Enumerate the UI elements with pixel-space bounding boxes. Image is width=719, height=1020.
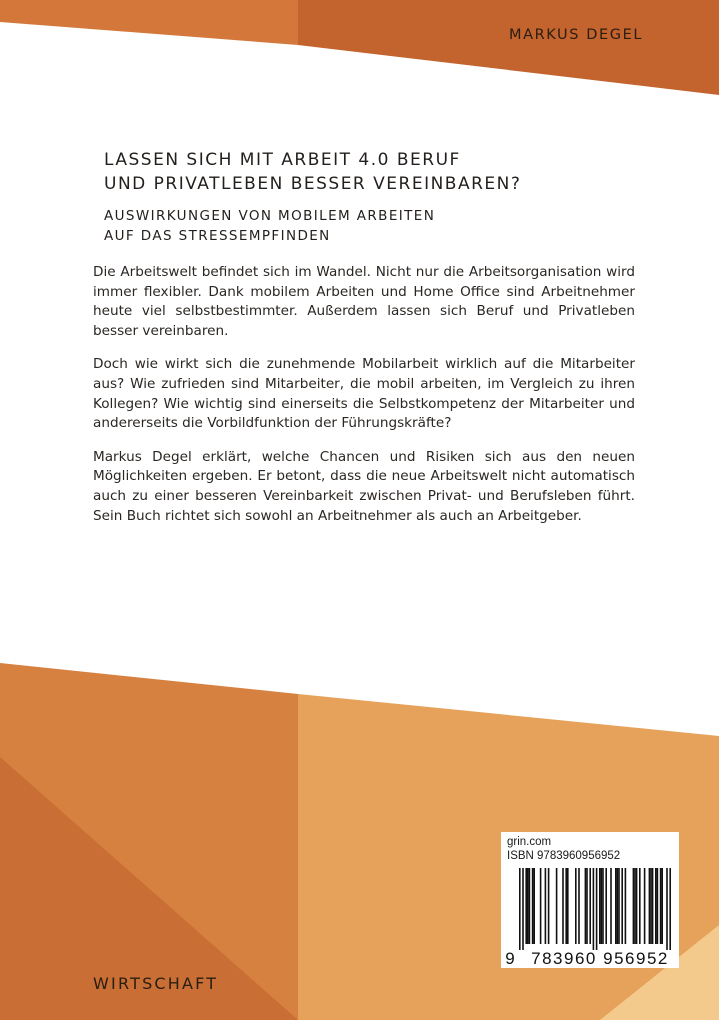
barcode-bar [578, 868, 580, 944]
barcode-bar [666, 868, 668, 950]
barcode-bar [610, 868, 612, 944]
barcode-digits-left: 783960 [531, 949, 597, 968]
barcode-bar [655, 868, 657, 944]
barcode-bar [634, 868, 636, 944]
barcode-bar [529, 868, 531, 944]
barcode-digit-first: 9 [505, 949, 515, 968]
barcode-bar [657, 868, 659, 944]
barcode-bar [545, 868, 547, 944]
barcode-bar [567, 868, 569, 944]
barcode-bar [532, 868, 534, 944]
barcode-bar [565, 868, 567, 944]
barcode-bar [621, 868, 623, 944]
barcode-bar [522, 868, 524, 950]
barcode-bar [661, 868, 663, 944]
barcode-bar [527, 868, 529, 944]
barcode-bar [601, 868, 603, 944]
barcode-bar [589, 868, 591, 944]
barcode-bar [585, 868, 587, 944]
barcode-bar [575, 868, 577, 944]
barcode-bar [533, 868, 535, 944]
barcode-digits-right: 956952 [603, 949, 669, 968]
barcode-bar [650, 868, 652, 944]
publisher-url: grin.com [507, 836, 552, 848]
barcode-bar [525, 868, 527, 944]
blurb-text [93, 263, 635, 540]
blurb-paragraph-1: Die Arbeitswelt befindet sich im Wandel. Nicht nur die Arbeitsorganisation wird immer flexibler. Dank mobilem Arbeiten und Home Office sind Arbeitnehmer heute viel selbstbestimmter. Außerdem lassen sich Beruf und Privatleben besser vereinbaren. [93, 264, 635, 339]
blurb-paragraph-2: Doch wie wirkt sich die zunehmende Mobilarbeit wirklich auf die Mitarbeiter aus? Wie zufrieden sind Mitarbeiter, die mobil arbeiten, im Vergleich zu ihren Kollegen? Wie wichtig sind einerseits die Selbstkompetenz der Mitarbeiter und andererseits die Vorbildfunktion der Führungskräfte? [93, 356, 635, 432]
barcode-bar [593, 868, 595, 950]
barcode-bar [605, 868, 607, 944]
book-title [104, 148, 521, 196]
barcode-bars [519, 868, 671, 950]
subtitle-line-2: AUF DAS STRESSEMPFINDEN [104, 228, 331, 244]
barcode-bar [633, 868, 635, 944]
subtitle-line-1: AUSWIRKUNGEN VON MOBILEM ARBEITEN [104, 208, 436, 224]
book-subtitle [104, 206, 435, 246]
barcode-bar [548, 868, 550, 944]
barcode-bar [660, 868, 662, 944]
barcode-graphic [501, 868, 679, 968]
barcode-bar [602, 868, 604, 944]
barcode-bar [649, 868, 651, 944]
barcode-bar [636, 868, 638, 944]
barcode-bar [644, 868, 646, 944]
barcode-bar [617, 868, 619, 944]
barcode-bar [519, 868, 521, 950]
barcode-bar [625, 868, 627, 944]
author-name: MARKUS DEGEL [509, 27, 644, 43]
barcode-bar [562, 868, 564, 944]
barcode-bar [652, 868, 654, 944]
blurb-paragraph-3: Markus Degel erklärt, welche Chancen und Risiken sich aus den neuen Möglichkeiten ergeben. Er betont, dass die neue Arbeitswelt nicht automatisch auch zu einer besseren Vereinbarkeit zwischen Privat- und Berufsleben führt. Sein Buch richtet sich sowohl an Arbeitnehmer als auch an Arbeitgeber. [93, 448, 635, 524]
barcode-bar [618, 868, 620, 944]
barcode-bar [540, 868, 542, 944]
barcode-bar [556, 868, 558, 944]
top-band-light [0, 0, 298, 45]
title-line-1: LASSEN SICH MIT ARBEIT 4.0 BERUF [104, 150, 461, 170]
barcode-bar [669, 868, 671, 950]
title-line-2: UND PRIVATLEBEN BESSER VEREINBAREN? [104, 174, 522, 194]
top-band-dark [298, 0, 719, 95]
barcode-bar [639, 868, 641, 944]
barcode-bar [599, 868, 601, 944]
isbn-label: ISBN 9783960956952 [507, 850, 621, 862]
barcode-bar [615, 868, 617, 944]
barcode-box [501, 832, 679, 968]
barcode-bar [596, 868, 598, 950]
category-label: WIRTSCHAFT [93, 974, 219, 993]
barcode-bar [586, 868, 588, 944]
